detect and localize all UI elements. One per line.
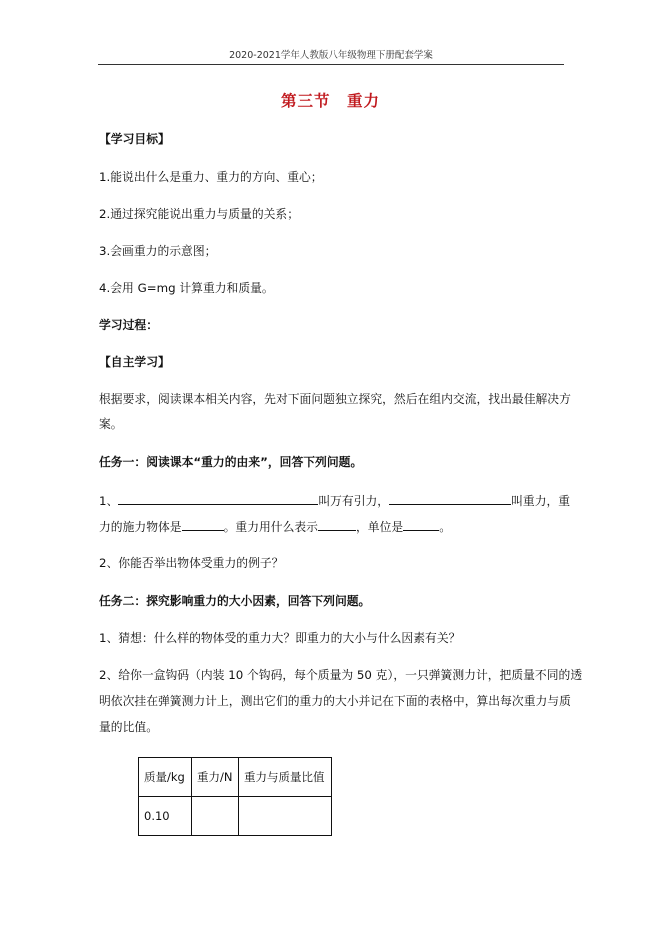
task1-question-1 bbox=[99, 492, 569, 509]
task1-question-1-cont bbox=[99, 518, 569, 535]
goal-item: 2.通过探究能说出重力与质量的关系； bbox=[99, 207, 300, 221]
process-heading: 学习过程： bbox=[99, 318, 158, 332]
table-header-cell: 重力与质量比值 bbox=[239, 758, 332, 797]
table-row bbox=[139, 797, 332, 836]
table-cell[interactable] bbox=[192, 797, 239, 836]
answer-blank[interactable] bbox=[403, 518, 439, 531]
goal-item: 1.能说出什么是重力、重力的方向、重心； bbox=[99, 170, 323, 184]
table-header-row bbox=[139, 758, 332, 797]
task2-question-2-cont: 明依次挂在弹簧测力计上，测出它们的重力的大小并记在下面的表格中，算出每次重力与质 bbox=[99, 694, 571, 708]
task1-question-2: 2、你能否举出物体受重力的例子？ bbox=[99, 556, 284, 570]
question-text: 叫万有引力， bbox=[318, 494, 390, 508]
table-header-cell: 重力/N bbox=[192, 758, 239, 797]
document-title: 第三节 重力 bbox=[280, 92, 380, 110]
header-rule bbox=[98, 64, 564, 65]
table-header-cell: 质量/kg bbox=[139, 758, 192, 797]
answer-blank[interactable] bbox=[318, 518, 356, 531]
question-text: 。重力用什么表示 bbox=[223, 520, 318, 534]
page-header: 2020-2021学年人教版八年级物理下册配套学案 bbox=[229, 50, 433, 61]
goal-item: 3.会画重力的示意图； bbox=[99, 244, 217, 258]
self-study-intro: 根据要求，阅读课本相关内容，先对下面问题独立探究，然后在组内交流，找出最佳解决方 bbox=[99, 392, 571, 406]
data-table bbox=[138, 757, 332, 836]
task2-heading: 任务二：探究影响重力的大小因素，回答下列问题。 bbox=[99, 594, 371, 608]
question-text: ，单位是 bbox=[355, 520, 404, 534]
answer-blank[interactable] bbox=[389, 492, 511, 505]
answer-blank[interactable] bbox=[118, 492, 318, 505]
question-text: 叫重力，重 bbox=[511, 494, 571, 508]
table-cell[interactable] bbox=[239, 797, 332, 836]
task1-heading: 任务一：阅读课本“重力的由来”，回答下列问题。 bbox=[99, 455, 363, 469]
answer-blank[interactable] bbox=[182, 518, 224, 531]
task2-question-2: 2、给你一盒钩码（内装 10 个钩码，每个质量为 50 克），一只弹簧测力计，把质量不同的透 bbox=[99, 668, 583, 682]
question-number: 1、 bbox=[99, 494, 119, 508]
self-study-intro-cont: 案。 bbox=[99, 417, 123, 431]
question-text: 力的施力物体是 bbox=[99, 520, 182, 534]
goals-heading: 【学习目标】 bbox=[99, 132, 170, 146]
table-cell: 0.10 bbox=[139, 797, 192, 836]
task2-question-2-cont: 量的比值。 bbox=[99, 720, 158, 734]
goal-item: 4.会用 G=mg 计算重力和质量。 bbox=[99, 281, 274, 295]
self-study-heading: 【自主学习】 bbox=[99, 355, 170, 369]
task2-question-1: 1、猜想：什么样的物体受的重力大？即重力的大小与什么因素有关？ bbox=[99, 631, 461, 645]
question-text: 。 bbox=[439, 520, 451, 534]
